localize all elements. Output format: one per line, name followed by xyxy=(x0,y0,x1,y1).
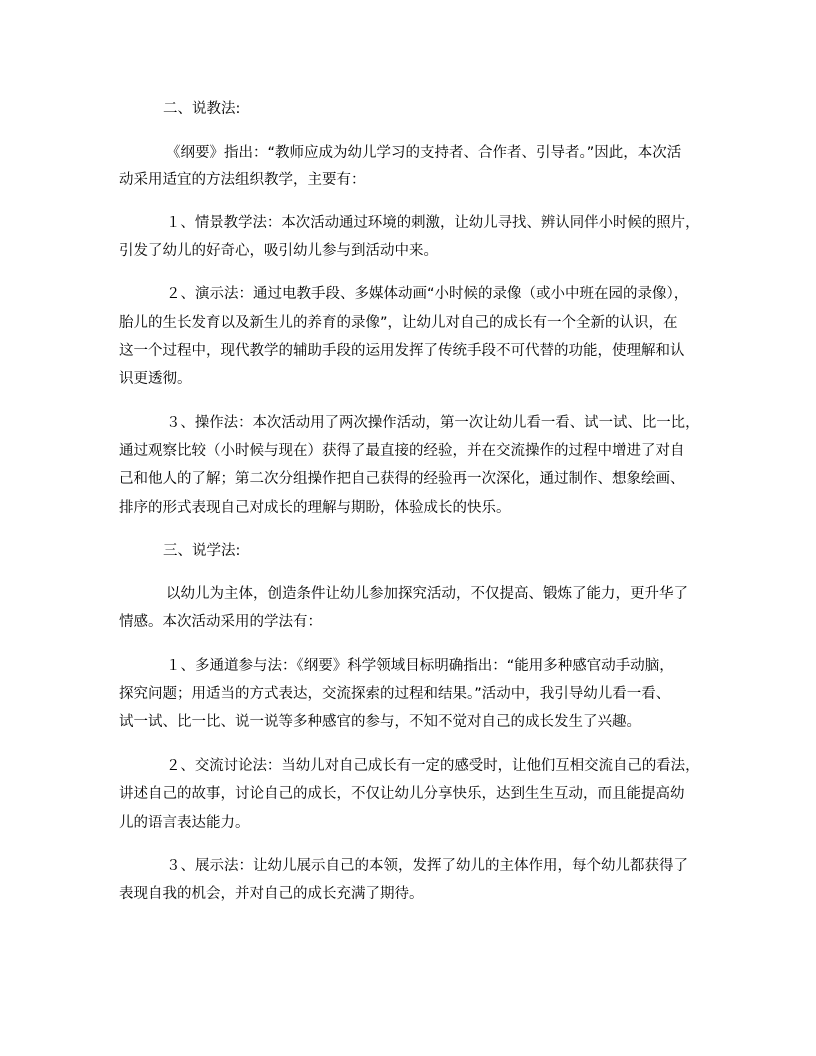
paragraph-line: 儿的语言表达能力。 xyxy=(119,815,250,831)
paragraph-line: 通过观察比较（小时候与现在）获得了最直接的经验，并在交流操作的过程中增进了对自 xyxy=(119,443,685,459)
paragraph-line: 识更透彻。 xyxy=(119,371,192,387)
paragraph-line: 讲述自己的故事，讨论自己的成长，不仅让幼儿分享快乐，达到生生互动，而且能提高幼 xyxy=(119,786,685,802)
section-heading-teaching-methods: 二、说教法: xyxy=(163,101,241,117)
paragraph-line: 《纲要》指出：“教师应成为幼儿学习的支持者、合作者、引导者。”因此，本次活 xyxy=(166,145,682,161)
section-heading-learning-methods: 三、说学法: xyxy=(163,543,241,559)
paragraph-line: 情感。本次活动采用的学法有： xyxy=(119,614,322,630)
paragraph-line: 表现自我的机会，并对自己的成长充满了期待。 xyxy=(119,886,424,902)
paragraph-line: 排序的形式表现自己对成长的理解与期盼，体验成长的快乐。 xyxy=(119,500,511,516)
paragraph-line: 引发了幼儿的好奇心，吸引幼儿参与到活动中来。 xyxy=(119,243,438,259)
paragraph-line: ２、演示法：通过电教手段、多媒体动画“小时候的录像（或小中班在园的录像）， xyxy=(166,286,689,302)
paragraph-line: 动采用适宜的方法组织教学，主要有： xyxy=(119,172,366,188)
paragraph-line: 胎儿的生长发育以及新生儿的养育的录像”，让幼儿对自己的成长有一个全新的认识，在 xyxy=(119,315,678,331)
paragraph-line: 探究问题；用适当的方式表达，交流探索的过程和结果。”活动中，我引导幼儿看一看、 xyxy=(119,686,671,702)
paragraph-line: 这一个过程中，现代教学的辅助手段的运用发挥了传统手段不可代替的功能，使理解和认 xyxy=(119,343,685,359)
paragraph-line: ３、展示法：让幼儿展示自己的本领，发挥了幼儿的主体作用，每个幼儿都获得了 xyxy=(166,858,688,874)
paragraph-line: １、情景教学法：本次活动通过环境的刺激，让幼儿寻找、辨认同伴小时候的照片， xyxy=(166,215,700,231)
paragraph-line: 己和他人的了解；第二次分组操作把自己获得的经验再一次深化，通过制作、想象绘画、 xyxy=(119,471,685,487)
paragraph-line: 以幼儿为主体，创造条件让幼儿参加探究活动，不仅提高、锻炼了能力，更升华了 xyxy=(166,586,688,602)
paragraph-line: ３、操作法：本次活动用了两次操作活动，第一次让幼儿看一看、试一试、比一比， xyxy=(166,415,700,431)
paragraph-line: 试一试、比一比、说一说等多种感官的参与，不知不觉对自己的成长发生了兴趣。 xyxy=(119,714,641,730)
paragraph-line: １、多通道参与法：《纲要》科学领域目标明确指出：“能用多种感官动手动脑， xyxy=(166,658,674,674)
paragraph-line: ２、交流讨论法：当幼儿对自己成长有一定的感受时，让他们互相交流自己的看法， xyxy=(166,758,700,774)
